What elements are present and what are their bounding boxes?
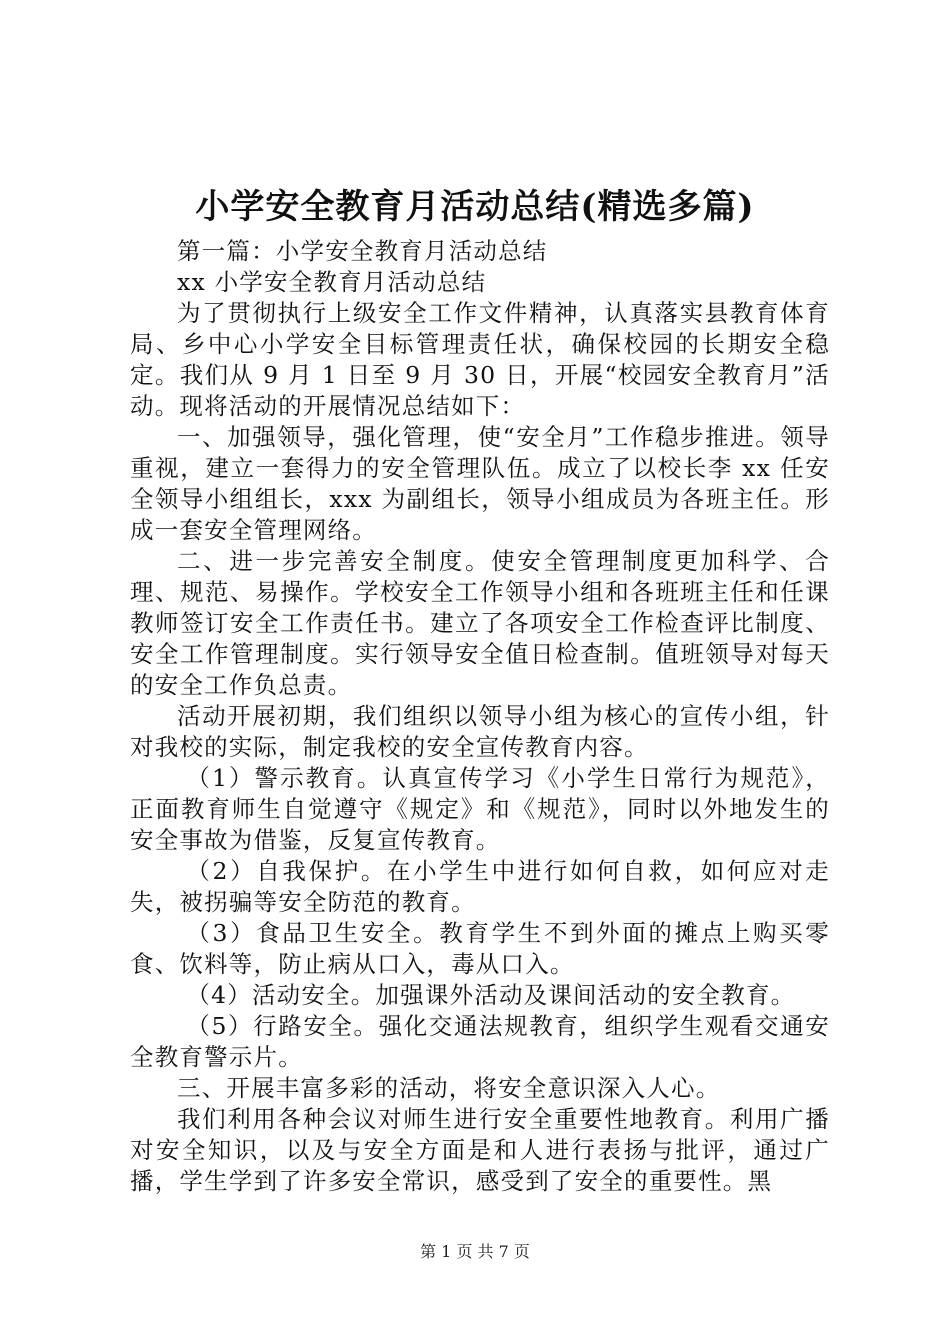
body-paragraph: 活动开展初期，我们组织以领导小组为核心的宣传小组，针对我校的实际，制定我校的安全宣传教育内容。 bbox=[130, 702, 830, 761]
sub-heading: xx 小学安全教育月活动总结 bbox=[177, 268, 487, 296]
list-item: （1）警示教育。认真宣传学习《小学生日常行为规范》，正面教育师生自觉遵守《规定》和《规范》，同时以外地发生的安全事故为借鉴，反复宣传教育。 bbox=[130, 764, 830, 854]
body-paragraph: 一、加强领导，强化管理，使“安全月”工作稳步推进。领导重视，建立一套得力的安全管理队伍。成立了以校长李 xx 任安全领导小组组长，xxx 为副组长，领导小组成员为各班主任。形成一套安全管理网络。 bbox=[130, 423, 830, 544]
list-item: （4）活动安全。加强课外活动及课间活动的安全教育。 bbox=[186, 981, 796, 1009]
document-body bbox=[130, 236, 830, 1197]
body-paragraph: 为了贯彻执行上级安全工作文件精神，认真落实县教育体育局、乡中心小学安全目标管理责任状，确保校园的长期安全稳定。我们从 9 月 1 日至 9 月 30 日，开展“校园安全教育月”活动。现将活动的开展情况总结如下： bbox=[130, 299, 830, 420]
body-paragraph: 我们利用各种会议对师生进行安全重要性地教育。利用广播对安全知识，以及与安全方面是和人进行表扬与批评，通过广播，学生学到了许多安全常识，感受到了安全的重要性。黑 bbox=[130, 1105, 830, 1195]
list-item: （3）食品卫生安全。教育学生不到外面的摊点上购买零食、饮料等，防止病从口入，毒从口入。 bbox=[130, 919, 830, 978]
list-item: （5）行路安全。强化交通法规教育，组织学生观看交通安全教育警示片。 bbox=[130, 1012, 830, 1071]
body-paragraph: 二、进一步完善安全制度。使安全管理制度更加科学、合理、规范、易操作。学校安全工作领导小组和各班班主任和任课教师签订安全工作责任书。建立了各项安全工作检查评比制度、安全工作管理制度。实行领导安全值日检查制。值班领导对每天的安全工作负总责。 bbox=[130, 547, 830, 699]
list-item: （2）自我保护。在小学生中进行如何自救，如何应对走失，被拐骗等安全防范的教育。 bbox=[130, 857, 830, 916]
section-heading: 第一篇：小学安全教育月活动总结 bbox=[177, 237, 548, 265]
document-title: 小学安全教育月活动总结(精选多篇) bbox=[195, 187, 755, 227]
page-number: 第 1 页 共 7 页 bbox=[420, 1242, 530, 1261]
body-paragraph: 三、开展丰富多彩的活动，将安全意识深入人心。 bbox=[177, 1074, 721, 1102]
